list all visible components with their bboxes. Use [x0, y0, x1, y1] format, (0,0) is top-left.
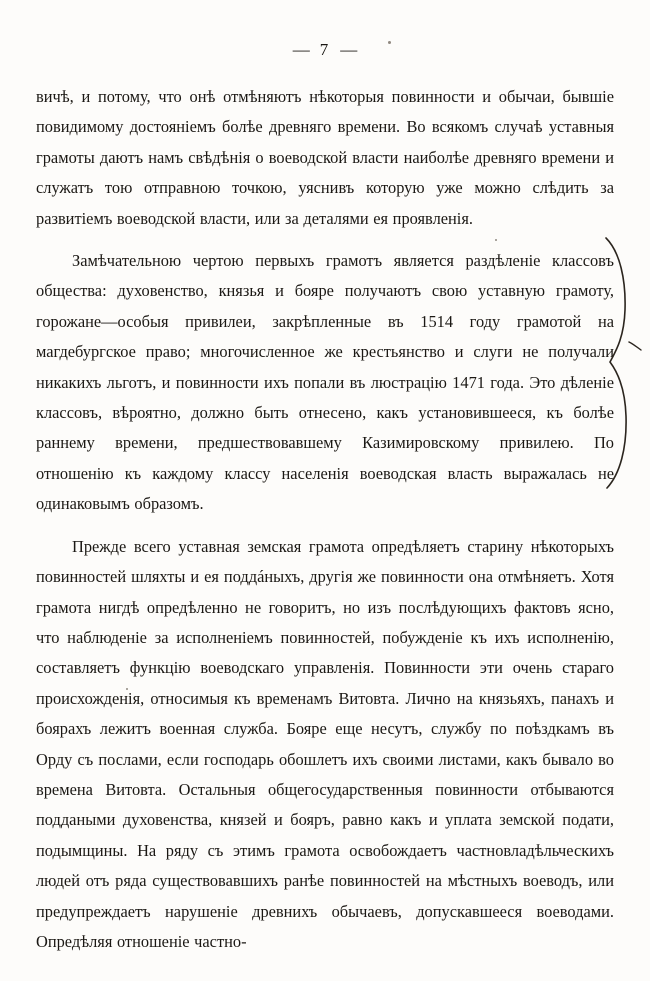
page-header: [0, 40, 650, 60]
page-number: 7: [319, 40, 331, 59]
paragraph: Замѣчательною чертою первыхъ грамотъ является раздѣленiе классовъ общества: духовенство, князья и бояре получаютъ свою уставную грамоту, горожане—особыя привилеи, закрѣпленные въ 1514 году грамотой на магдебургское право; многочисленное же крестьянство и слуги не получали никакихъ льготъ, и повинности ихъ попали въ люстрацiю 1471 года. Это дѣленiе классовъ, вѣроятно, должно быть отнесено, какъ установившееся, къ болѣе раннему времени, предшествовавшему Казимировскому привилею. По отношенiю къ каждому классу населенiя воеводская власть выражалась не одинаковымъ образомъ.: [36, 251, 614, 514]
paragraph: Прежде всего уставная земская грамота опредѣляетъ старину нѣкоторыхъ повинностей шляхты и ея поддáныхъ, другiя же повинности она отмѣняетъ. Хотя грамота нигдѣ опредѣленно не говоритъ, но изъ послѣдующихъ фактовъ ясно, что наблюденiе за исполненiемъ повинностей, побужденiе къ ихъ исполненiю, составляетъ функцiю воеводскаго управленiя. Повинности эти очень стараго происхожденiя, относимыя къ временамъ Витовта. Лично на князьяхъ, панахъ и боярахъ лежитъ военная служба. Бояре еще несутъ, службу по поѣздкамъ въ Орду съ послами, если господарь обошлетъ ихъ своими листами, какъ бывало во времена Витовта. Остальныя общегосударственныя повинности отбываются поддаными духовенства, князей и бояръ, равно какъ и уплата земской подати, подымщины. На ряду съ этимъ грамота освобождаетъ частновладѣльческихъ людей отъ ряда существовавшихъ ранѣе повинностей на мѣстныхъ воеводъ, или предупреждаетъ нарушенiе древнихъ обычаевъ, допускавшееся воеводами. Опредѣляя отношенiе частно-: [36, 536, 614, 951]
paragraph: вичѣ, и потому, что онѣ отмѣняютъ нѣкоторыя повинности и обычаи, бывшiе повидимому достоянiемъ болѣе древняго времени. Во всякомъ случаѣ уставныя грамоты даютъ намъ свѣдѣнiя о воеводской власти наиболѣе древняго времени и служатъ тою отправною точкою, уяснивъ которую уже можно слѣдить за развитiемъ воеводской власти, или за деталями ея проявленiя.: [36, 87, 614, 228]
ink-speck: [388, 41, 391, 44]
margin-tick-mark: [628, 338, 642, 348]
header-dash-right: —: [340, 40, 358, 59]
header-dash-left: —: [292, 40, 310, 59]
body-text: [36, 82, 614, 957]
